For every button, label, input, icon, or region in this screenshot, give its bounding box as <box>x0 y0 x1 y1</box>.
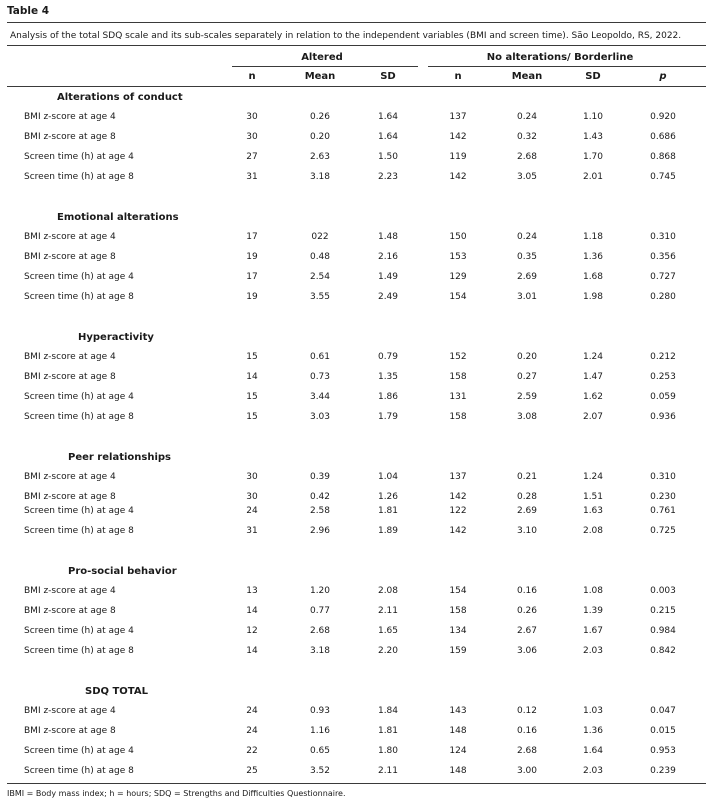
table-cell: 1.16 <box>309 726 331 736</box>
top-rule <box>7 22 706 23</box>
table-cell: 2.63 <box>309 152 331 162</box>
table-cell: 148 <box>449 726 467 736</box>
bottom-rule <box>7 783 706 784</box>
table-cell: 0.20 <box>516 352 538 362</box>
table-cell: 1.68 <box>582 272 604 282</box>
table-cell: 0.280 <box>650 292 676 302</box>
section-title: Alterations of conduct <box>57 92 183 103</box>
table-cell: 1.39 <box>582 606 604 616</box>
table-cell: 0.253 <box>650 372 676 382</box>
table-cell: 17 <box>246 232 258 242</box>
table-cell: 158 <box>449 412 467 422</box>
table-cell: 2.11 <box>377 766 399 776</box>
row-label: BMI z-score at age 8 <box>24 726 116 736</box>
table-cell: 0.61 <box>309 352 331 362</box>
table-cell: 2.03 <box>582 766 604 776</box>
table-cell: 14 <box>246 372 258 382</box>
row-label: BMI z-score at age 8 <box>24 372 116 382</box>
table-cell: 22 <box>246 746 258 756</box>
table-cell: 1.79 <box>377 412 399 422</box>
table-cell: 0.48 <box>309 252 331 262</box>
table-cell: 2.23 <box>377 172 399 182</box>
table-cell: 0.73 <box>309 372 331 382</box>
table-cell: 1.64 <box>582 746 604 756</box>
table-cell: 0.003 <box>650 586 676 596</box>
table-cell: 122 <box>449 506 467 516</box>
row-label: BMI z-score at age 8 <box>24 252 116 262</box>
table-cell: 131 <box>449 392 467 402</box>
table-cell: 158 <box>449 372 467 382</box>
table-cell: 148 <box>449 766 467 776</box>
table-cell: 0.920 <box>650 112 676 122</box>
table-cell: 1.24 <box>582 472 604 482</box>
section-title: SDQ TOTAL <box>85 686 148 697</box>
table-cell: 150 <box>449 232 467 242</box>
table-cell: 2.01 <box>582 172 604 182</box>
table-cell: 2.54 <box>309 272 331 282</box>
table-cell: 2.68 <box>516 152 538 162</box>
table-cell: 1.64 <box>377 112 399 122</box>
table-cell: 3.03 <box>309 412 331 422</box>
row-label: Screen time (h) at age 4 <box>24 506 134 516</box>
table-cell: 129 <box>449 272 467 282</box>
table-cell: 154 <box>449 586 467 596</box>
row-label: Screen time (h) at age 8 <box>24 526 134 536</box>
table-cell: 1.67 <box>582 626 604 636</box>
table-cell: 2.20 <box>377 646 399 656</box>
table-cell: 0.842 <box>650 646 676 656</box>
table-cell: 1.49 <box>377 272 399 282</box>
table-cell: 1.81 <box>377 506 399 516</box>
table-cell: 24 <box>246 506 258 516</box>
table-cell: 142 <box>449 492 467 502</box>
row-label: BMI z-score at age 8 <box>24 492 116 502</box>
row-label: Screen time (h) at age 4 <box>24 272 134 282</box>
table-cell: 0.984 <box>650 626 676 636</box>
table-cell: 1.36 <box>582 252 604 262</box>
table-cell: 2.11 <box>377 606 399 616</box>
table-cell: 2.49 <box>377 292 399 302</box>
table-cell: 15 <box>246 412 258 422</box>
table-cell: 0.745 <box>650 172 676 182</box>
table-cell: 0.42 <box>309 492 331 502</box>
table-cell: 2.58 <box>309 506 331 516</box>
table-cell: 2.59 <box>516 392 538 402</box>
table-cell: 19 <box>246 252 258 262</box>
column-header: n <box>248 71 256 82</box>
table-cell: 0.24 <box>516 112 538 122</box>
table-cell: 0.12 <box>516 706 538 716</box>
row-label: Screen time (h) at age 4 <box>24 746 134 756</box>
table-cell: 0.93 <box>309 706 331 716</box>
table-cell: 3.10 <box>516 526 538 536</box>
table-cell: 3.18 <box>309 646 331 656</box>
table-cell: 0.230 <box>650 492 676 502</box>
table-cell: 2.68 <box>309 626 331 636</box>
table-cell: 2.68 <box>516 746 538 756</box>
table-cell: 1.18 <box>582 232 604 242</box>
table-cell: 0.27 <box>516 372 538 382</box>
row-label: Screen time (h) at age 8 <box>24 412 134 422</box>
table-label: Table 4 <box>7 5 50 17</box>
table-caption: Analysis of the total SDQ scale and its sub-scales separately in relation to the independent variables (BMI and screen time). São Leopoldo, RS, 2022. <box>10 31 682 41</box>
table-cell: 19 <box>246 292 258 302</box>
table-cell: 1.08 <box>582 586 604 596</box>
table-cell: 1.98 <box>582 292 604 302</box>
table-cell: 1.81 <box>377 726 399 736</box>
table-cell: 1.84 <box>377 706 399 716</box>
table-cell: 1.10 <box>582 112 604 122</box>
row-label: BMI z-score at age 4 <box>24 586 116 596</box>
group-underline-altered <box>232 66 418 67</box>
table-cell: 12 <box>246 626 258 636</box>
table-cell: 17 <box>246 272 258 282</box>
table-cell: 2.07 <box>582 412 604 422</box>
table-cell: 1.62 <box>582 392 604 402</box>
table-cell: 31 <box>246 526 258 536</box>
table-cell: 0.727 <box>650 272 676 282</box>
column-header: SD <box>585 71 601 82</box>
table-cell: 1.24 <box>582 352 604 362</box>
table-cell: 3.55 <box>309 292 331 302</box>
table-cell: 2.69 <box>516 506 538 516</box>
table-cell: 3.08 <box>516 412 538 422</box>
table-cell: 30 <box>246 492 258 502</box>
table-cell: 1.50 <box>377 152 399 162</box>
table-cell: 27 <box>246 152 258 162</box>
table-cell: 1.63 <box>582 506 604 516</box>
row-label: Screen time (h) at age 4 <box>24 392 134 402</box>
column-header: SD <box>380 71 396 82</box>
row-label: Screen time (h) at age 8 <box>24 766 134 776</box>
table-cell: 0.059 <box>650 392 676 402</box>
header-rule <box>7 86 706 87</box>
table-cell: 1.89 <box>377 526 399 536</box>
table-cell: 1.26 <box>377 492 399 502</box>
table-cell: 153 <box>449 252 467 262</box>
table-cell: 15 <box>246 352 258 362</box>
table-cell: 0.047 <box>650 706 676 716</box>
table-cell: 1.64 <box>377 132 399 142</box>
table-cell: 1.43 <box>582 132 604 142</box>
table-cell: 2.08 <box>377 586 399 596</box>
table-cell: 0.65 <box>309 746 331 756</box>
table-cell: 142 <box>449 172 467 182</box>
table-cell: 31 <box>246 172 258 182</box>
table-cell: 022 <box>311 232 329 242</box>
table-cell: 3.18 <box>309 172 331 182</box>
row-label: BMI z-score at age 4 <box>24 706 116 716</box>
row-label: Screen time (h) at age 4 <box>24 626 134 636</box>
table-cell: 0.356 <box>650 252 676 262</box>
table-cell: 124 <box>449 746 467 756</box>
table-cell: 152 <box>449 352 467 362</box>
table-cell: 0.35 <box>516 252 538 262</box>
row-label: BMI z-score at age 4 <box>24 352 116 362</box>
table-cell: 0.686 <box>650 132 676 142</box>
table-cell: 1.80 <box>377 746 399 756</box>
table-cell: 15 <box>246 392 258 402</box>
table-cell: 0.310 <box>650 472 676 482</box>
table-cell: 0.77 <box>309 606 331 616</box>
column-header: p <box>659 71 667 82</box>
table-cell: 0.21 <box>516 472 538 482</box>
table-cell: 0.79 <box>377 352 399 362</box>
table-cell: 1.51 <box>582 492 604 502</box>
section-title: Emotional alterations <box>57 212 179 223</box>
table-cell: 2.03 <box>582 646 604 656</box>
table-cell: 14 <box>246 606 258 616</box>
table-cell: 24 <box>246 706 258 716</box>
table-cell: 3.44 <box>309 392 331 402</box>
table-cell: 0.26 <box>309 112 331 122</box>
table-footnote: IBMI = Body mass index; h = hours; SDQ = Strengths and Difficulties Questionnaire. <box>7 789 346 798</box>
table-cell: 14 <box>246 646 258 656</box>
table-cell: 3.01 <box>516 292 538 302</box>
table-cell: 2.69 <box>516 272 538 282</box>
table-cell: 1.20 <box>309 586 331 596</box>
table-cell: 0.26 <box>516 606 538 616</box>
table-cell: 137 <box>449 112 467 122</box>
table-cell: 0.725 <box>650 526 676 536</box>
table-cell: 30 <box>246 132 258 142</box>
section-title: Hyperactivity <box>78 332 154 343</box>
table-cell: 158 <box>449 606 467 616</box>
table-cell: 119 <box>449 152 467 162</box>
table-cell: 142 <box>449 132 467 142</box>
row-label: Screen time (h) at age 4 <box>24 152 134 162</box>
table-cell: 0.015 <box>650 726 676 736</box>
table-cell: 1.48 <box>377 232 399 242</box>
table-cell: 2.08 <box>582 526 604 536</box>
table-cell: 1.04 <box>377 472 399 482</box>
table-cell: 0.32 <box>516 132 538 142</box>
table-cell: 134 <box>449 626 467 636</box>
group-header-no-alterations: No alterations/ Borderline <box>486 52 634 63</box>
table-cell: 142 <box>449 526 467 536</box>
table-cell: 2.16 <box>377 252 399 262</box>
row-label: BMI z-score at age 8 <box>24 132 116 142</box>
table-cell: 1.36 <box>582 726 604 736</box>
table-cell: 0.212 <box>650 352 676 362</box>
table-cell: 0.936 <box>650 412 676 422</box>
table-cell: 0.24 <box>516 232 538 242</box>
row-label: BMI z-score at age 4 <box>24 472 116 482</box>
table-cell: 0.239 <box>650 766 676 776</box>
table-cell: 0.28 <box>516 492 538 502</box>
table-cell: 0.310 <box>650 232 676 242</box>
table-cell: 154 <box>449 292 467 302</box>
row-label: BMI z-score at age 4 <box>24 112 116 122</box>
table-cell: 13 <box>246 586 258 596</box>
section-title: Pro-social behavior <box>68 566 177 577</box>
table-cell: 0.16 <box>516 726 538 736</box>
table-cell: 1.65 <box>377 626 399 636</box>
table-cell: 1.70 <box>582 152 604 162</box>
column-header: Mean <box>511 71 543 82</box>
column-header: n <box>454 71 462 82</box>
group-header-altered: Altered <box>301 52 343 63</box>
table-cell: 2.96 <box>309 526 331 536</box>
table-cell: 137 <box>449 472 467 482</box>
table-cell: 3.52 <box>309 766 331 776</box>
table-cell: 0.16 <box>516 586 538 596</box>
table-cell: 0.20 <box>309 132 331 142</box>
table-cell: 1.86 <box>377 392 399 402</box>
table-cell: 1.03 <box>582 706 604 716</box>
table-cell: 3.00 <box>516 766 538 776</box>
row-label: Screen time (h) at age 8 <box>24 292 134 302</box>
table-cell: 2.67 <box>516 626 538 636</box>
table-cell: 1.35 <box>377 372 399 382</box>
table-cell: 0.761 <box>650 506 676 516</box>
table-cell: 143 <box>449 706 467 716</box>
table-cell: 0.868 <box>650 152 676 162</box>
caption-rule <box>7 45 706 46</box>
table-cell: 0.215 <box>650 606 676 616</box>
group-underline-no-alterations <box>428 66 706 67</box>
row-label: Screen time (h) at age 8 <box>24 646 134 656</box>
table-cell: 159 <box>449 646 467 656</box>
table-cell: 24 <box>246 726 258 736</box>
section-title: Peer relationships <box>68 452 172 463</box>
table-cell: 30 <box>246 472 258 482</box>
column-header: Mean <box>304 71 336 82</box>
table-cell: 1.47 <box>582 372 604 382</box>
row-label: BMI z-score at age 8 <box>24 606 116 616</box>
row-label: Screen time (h) at age 8 <box>24 172 134 182</box>
table-cell: 3.06 <box>516 646 538 656</box>
table-cell: 3.05 <box>516 172 538 182</box>
table-cell: 0.39 <box>309 472 331 482</box>
row-label: BMI z-score at age 4 <box>24 232 116 242</box>
table-cell: 25 <box>246 766 258 776</box>
table-cell: 0.953 <box>650 746 676 756</box>
table-cell: 30 <box>246 112 258 122</box>
